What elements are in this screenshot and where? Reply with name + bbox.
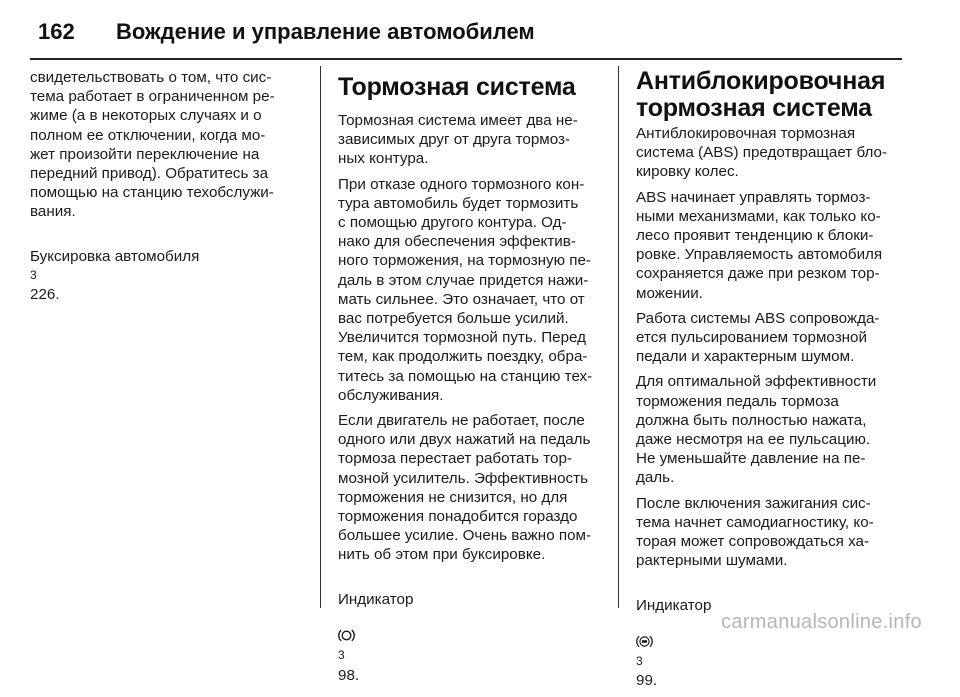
page-reference-arrow-icon: 3 [636,654,643,669]
paragraph: После включения зажигания сис- тема начнет самодиагностику, ко- торая может сопровождаться ха- рактерными шумами. [636,494,874,570]
towing-reference [30,228,305,305]
chapter-title: Вождение и управление автомобилем [116,19,535,44]
paragraph: Если двигатель не работает, после одного или двух нажатий на педаль тормоза перестает работать тор- мозной усилитель. Эффективность торможения не снизится, но для торможения понадобится гораздо большее усилие. Очень важно пом- нить об этом при буксировке. [338,412,592,564]
indicator-page-link[interactable]: 98. [338,666,360,684]
indicator-text: Индикатор [338,590,414,608]
paragraph: Тормозная система имеет два не- зависимых друг от друга тормоз- ных контура. [338,112,578,168]
indicator-page-link[interactable]: 99. [636,672,658,690]
page-header [38,10,908,54]
towing-text: Буксировка автомобиля [30,247,200,265]
paragraph: Для оптимальной эффективности торможения педаль тормоза должна быть полностью нажата, даже несмотря на ее пульсацию. Не уменьшайте давление на пе- даль. [636,373,877,487]
paragraph: Работа системы ABS сопровожда- ется пульсированием тормозной педали и характерным шумом. [636,309,880,366]
paragraph: Антиблокировочная тормозная система (ABS) предотвращает бло- кировку колес. [636,125,888,181]
column-divider-1 [320,66,321,608]
page-reference-arrow-icon: 3 [338,648,345,663]
column-1 [30,68,305,310]
section-heading-brake-system: Тормозная система [338,73,576,101]
column-divider-2 [618,66,619,608]
page-reference-arrow-icon: 3 [30,268,37,283]
watermark: carmanualsonline.info [721,611,922,633]
page-number: 162 [38,19,75,44]
column-3 [636,68,906,697]
indicator-text: Индикатор [636,596,712,614]
paragraph: ABS начинает управлять тормоз- ными механизмами, как только ко- лесо проявит тенденцию к блоки- ровке. Управляемость автомобиля сохраняется даже при резком тор- можении. [636,188,883,302]
paragraph: свидетельствовать о том, что сис- тема работает в ограниченном ре- жиме (а в некоторых случаях и о полном ее отключении, когда мо- жет произойти переключение на передний привод). Обратитесь за помощью на станцию техобслужи- вания. [30,69,275,221]
paragraph: При отказе одного тормозного кон- тура автомобиль будет тормозить с помощью другого контура. Од- нако для обеспечения эффектив- ного торможения, на тормозную пе- даль в этом случае придется нажи- мать сильнее. Это означает, что от вас потребуется больше усилий. Увеличится тормозной путь. Перед тем, как продолжить поездку, обра- титесь за помощью на станцию тех- обслуживания. [338,175,593,404]
column-2 [338,68,606,691]
section-heading-abs: Антиблокировочная тормозная система [636,67,886,122]
header-divider [30,58,902,60]
abs-indicator-icon [636,615,653,630]
brake-indicator-reference [338,571,606,685]
brake-warning-indicator-icon [338,609,355,624]
towing-page-link[interactable]: 226. [30,286,60,304]
